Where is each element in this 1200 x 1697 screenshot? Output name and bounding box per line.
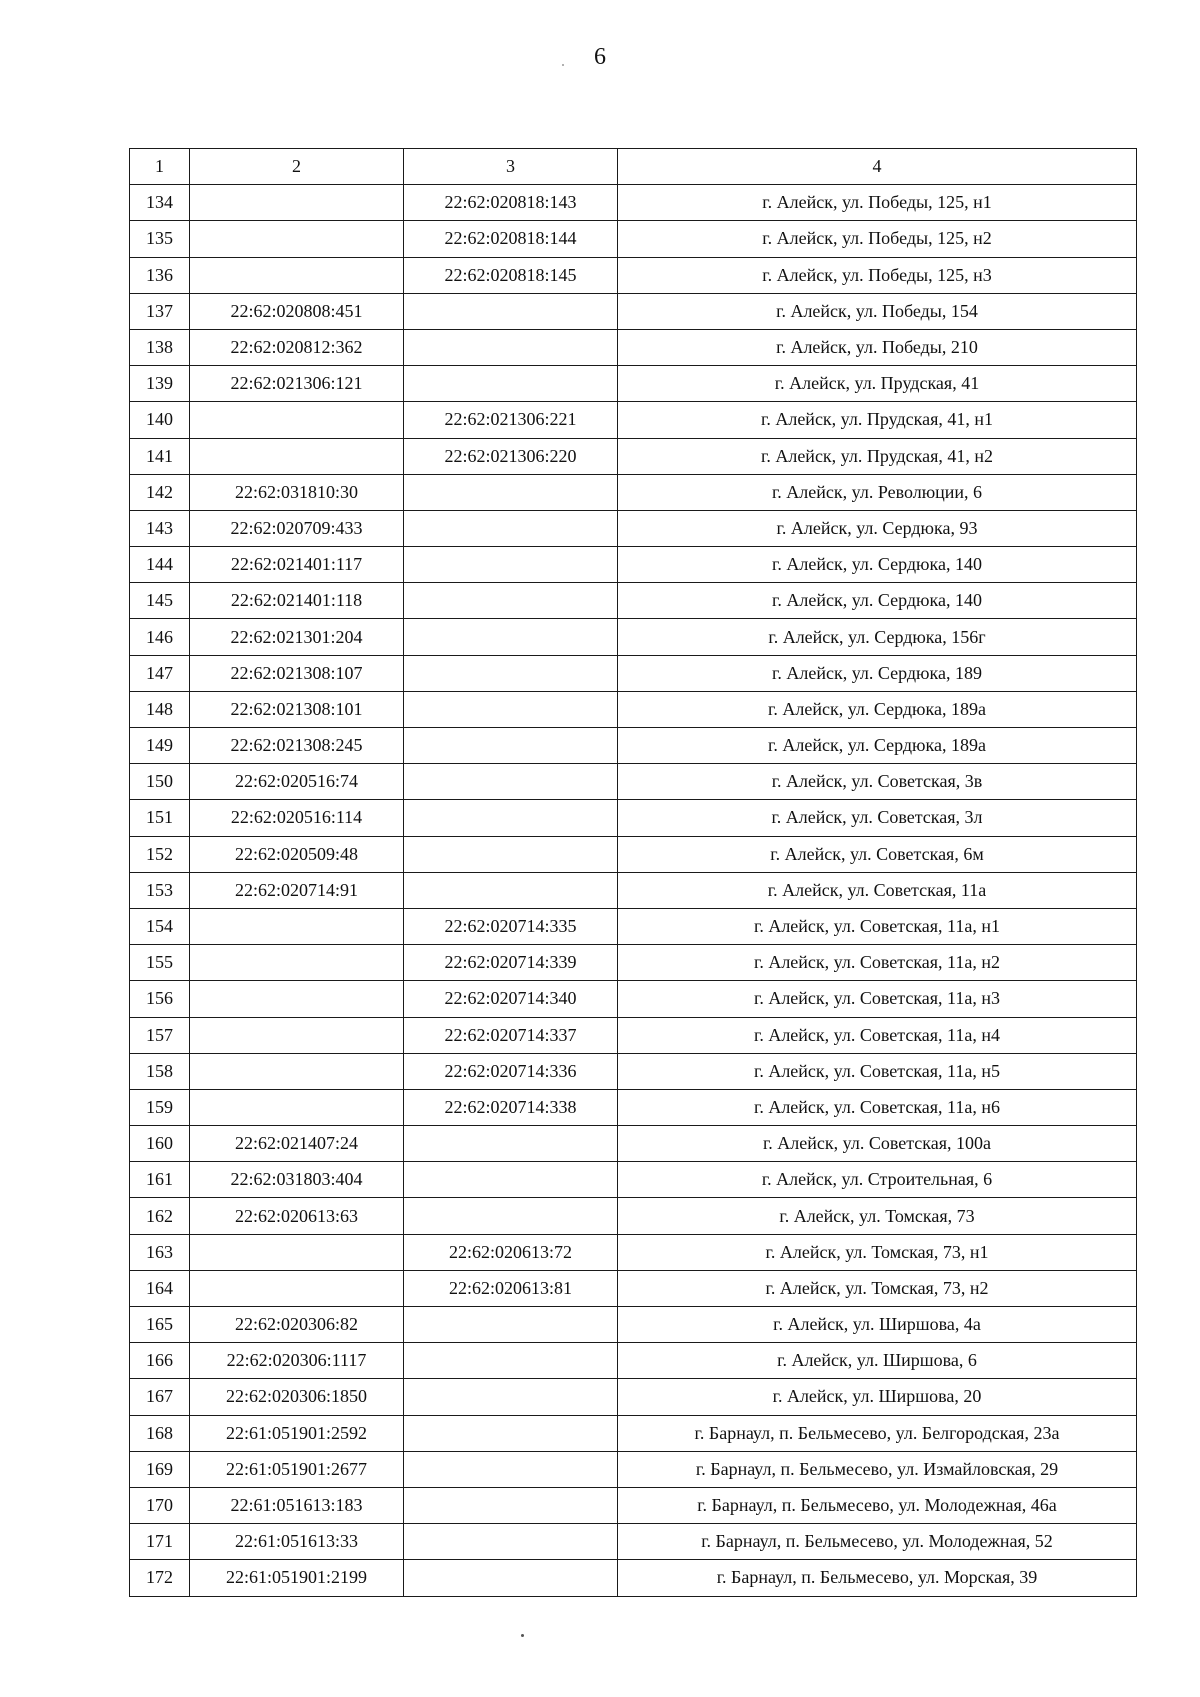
row-number-cell: 162	[130, 1198, 190, 1234]
row-number-cell: 163	[130, 1234, 190, 1270]
row-number-cell: 156	[130, 981, 190, 1017]
table-row	[130, 1126, 1137, 1162]
premises-cadastral-cell	[404, 583, 618, 619]
premises-cadastral-cell: 22:62:020714:337	[404, 1017, 618, 1053]
row-number-cell: 136	[130, 257, 190, 293]
row-number-cell: 150	[130, 764, 190, 800]
cadastral-number-cell: 22:62:021308:101	[190, 691, 404, 727]
cadastral-number-cell	[190, 1089, 404, 1125]
row-number-cell: 137	[130, 293, 190, 329]
row-number-cell: 170	[130, 1487, 190, 1523]
address-cell: г. Алейск, ул. Советская, 11а, н2	[618, 945, 1137, 981]
premises-cadastral-cell	[404, 547, 618, 583]
cadastral-number-cell	[190, 1017, 404, 1053]
cadastral-number-cell: 22:62:020306:82	[190, 1307, 404, 1343]
address-cell: г. Алейск, ул. Сердюка, 140	[618, 547, 1137, 583]
address-cell: г. Алейск, ул. Советская, 11а, н3	[618, 981, 1137, 1017]
table-row	[130, 293, 1137, 329]
premises-cadastral-cell	[404, 1524, 618, 1560]
table-row	[130, 655, 1137, 691]
premises-cadastral-cell	[404, 329, 618, 365]
table-row	[130, 1487, 1137, 1523]
column-header-number: 1	[130, 149, 190, 185]
address-cell: г. Алейск, ул. Советская, 3л	[618, 800, 1137, 836]
table-row	[130, 221, 1137, 257]
row-number-cell: 146	[130, 619, 190, 655]
table-row	[130, 1053, 1137, 1089]
table-row	[130, 945, 1137, 981]
premises-cadastral-cell	[404, 691, 618, 727]
premises-cadastral-cell: 22:62:020714:340	[404, 981, 618, 1017]
table-row	[130, 1017, 1137, 1053]
premises-cadastral-cell: 22:62:020818:145	[404, 257, 618, 293]
row-number-cell: 135	[130, 221, 190, 257]
row-number-cell: 142	[130, 474, 190, 510]
cadastral-number-cell: 22:62:021308:245	[190, 728, 404, 764]
premises-cadastral-cell	[404, 728, 618, 764]
address-cell: г. Алейск, ул. Сердюка, 189а	[618, 691, 1137, 727]
table-row	[130, 366, 1137, 402]
row-number-cell: 148	[130, 691, 190, 727]
row-number-cell: 141	[130, 438, 190, 474]
table-row	[130, 1234, 1137, 1270]
row-number-cell: 139	[130, 366, 190, 402]
cadastral-number-cell: 22:62:031810:30	[190, 474, 404, 510]
table-row	[130, 1343, 1137, 1379]
row-number-cell: 143	[130, 510, 190, 546]
cadastral-number-cell	[190, 402, 404, 438]
row-number-cell: 158	[130, 1053, 190, 1089]
cadastral-number-cell	[190, 1270, 404, 1306]
row-number-cell: 155	[130, 945, 190, 981]
column-header-address: 4	[618, 149, 1137, 185]
address-cell: г. Алейск, ул. Ширшова, 20	[618, 1379, 1137, 1415]
row-number-cell: 159	[130, 1089, 190, 1125]
table-row	[130, 510, 1137, 546]
address-cell: г. Алейск, ул. Томская, 73	[618, 1198, 1137, 1234]
cadastral-number-cell: 22:62:020516:74	[190, 764, 404, 800]
table-row	[130, 474, 1137, 510]
cadastral-number-cell	[190, 908, 404, 944]
row-number-cell: 166	[130, 1343, 190, 1379]
premises-cadastral-cell: 22:62:021306:220	[404, 438, 618, 474]
premises-cadastral-cell	[404, 872, 618, 908]
scan-speck	[562, 64, 564, 66]
row-number-cell: 165	[130, 1307, 190, 1343]
cadastral-number-cell: 22:62:021306:121	[190, 366, 404, 402]
table-row	[130, 1162, 1137, 1198]
address-cell: г. Барнаул, п. Бельмесево, ул. Молодежная, 46а	[618, 1487, 1137, 1523]
row-number-cell: 144	[130, 547, 190, 583]
table-row	[130, 185, 1137, 221]
table-row	[130, 836, 1137, 872]
premises-cadastral-cell	[404, 1198, 618, 1234]
cadastral-number-cell	[190, 1053, 404, 1089]
table-row	[130, 1270, 1137, 1306]
premises-cadastral-cell: 22:62:020714:335	[404, 908, 618, 944]
address-cell: г. Алейск, ул. Советская, 3в	[618, 764, 1137, 800]
address-cell: г. Алейск, ул. Советская, 11а, н6	[618, 1089, 1137, 1125]
premises-cadastral-cell	[404, 1415, 618, 1451]
table-row	[130, 981, 1137, 1017]
cadastral-number-cell: 22:62:020306:1850	[190, 1379, 404, 1415]
address-cell: г. Алейск, ул. Победы, 125, н1	[618, 185, 1137, 221]
address-cell: г. Алейск, ул. Победы, 210	[618, 329, 1137, 365]
premises-cadastral-cell	[404, 655, 618, 691]
address-cell: г. Алейск, ул. Советская, 11а, н5	[618, 1053, 1137, 1089]
premises-cadastral-cell	[404, 1343, 618, 1379]
row-number-cell: 147	[130, 655, 190, 691]
page-number: 6	[594, 44, 606, 70]
table-row	[130, 257, 1137, 293]
address-cell: г. Алейск, ул. Победы, 154	[618, 293, 1137, 329]
table-row	[130, 1415, 1137, 1451]
cadastral-number-cell: 22:61:051613:33	[190, 1524, 404, 1560]
row-number-cell: 164	[130, 1270, 190, 1306]
address-cell: г. Алейск, ул. Томская, 73, н2	[618, 1270, 1137, 1306]
cadastral-number-cell: 22:61:051613:183	[190, 1487, 404, 1523]
cadastral-number-cell: 22:62:020306:1117	[190, 1343, 404, 1379]
row-number-cell: 167	[130, 1379, 190, 1415]
table-row	[130, 619, 1137, 655]
cadastral-number-cell: 22:62:021401:118	[190, 583, 404, 619]
address-cell: г. Алейск, ул. Прудская, 41, н1	[618, 402, 1137, 438]
cadastral-number-cell: 22:62:020808:451	[190, 293, 404, 329]
address-cell: г. Алейск, ул. Сердюка, 189а	[618, 728, 1137, 764]
table-row	[130, 691, 1137, 727]
header-row	[130, 149, 1137, 185]
cadastral-number-cell: 22:62:020516:114	[190, 800, 404, 836]
premises-cadastral-cell	[404, 366, 618, 402]
cadastral-number-cell: 22:62:020812:362	[190, 329, 404, 365]
table-row	[130, 1198, 1137, 1234]
row-number-cell: 160	[130, 1126, 190, 1162]
cadastral-number-cell	[190, 185, 404, 221]
premises-cadastral-cell: 22:62:020818:144	[404, 221, 618, 257]
premises-cadastral-cell: 22:62:020818:143	[404, 185, 618, 221]
cadastral-number-cell	[190, 945, 404, 981]
address-cell: г. Барнаул, п. Бельмесево, ул. Молодежная, 52	[618, 1524, 1137, 1560]
premises-cadastral-cell	[404, 1162, 618, 1198]
cadastral-number-cell: 22:61:051901:2677	[190, 1451, 404, 1487]
address-cell: г. Алейск, ул. Строительная, 6	[618, 1162, 1137, 1198]
column-header-cadastral-land: 2	[190, 149, 404, 185]
row-number-cell: 140	[130, 402, 190, 438]
table-row	[130, 1524, 1137, 1560]
cadastral-number-cell: 22:62:021301:204	[190, 619, 404, 655]
premises-cadastral-cell: 22:62:020714:339	[404, 945, 618, 981]
premises-cadastral-cell: 22:62:020714:338	[404, 1089, 618, 1125]
premises-cadastral-cell	[404, 1560, 618, 1596]
table-row	[130, 764, 1137, 800]
row-number-cell: 151	[130, 800, 190, 836]
premises-cadastral-cell	[404, 293, 618, 329]
row-number-cell: 161	[130, 1162, 190, 1198]
cadastral-number-cell	[190, 438, 404, 474]
cadastral-number-cell: 22:62:021407:24	[190, 1126, 404, 1162]
table-row	[130, 1560, 1137, 1596]
cadastral-number-cell: 22:62:021308:107	[190, 655, 404, 691]
table-row	[130, 329, 1137, 365]
premises-cadastral-cell: 22:62:020714:336	[404, 1053, 618, 1089]
table-row	[130, 908, 1137, 944]
address-cell: г. Алейск, ул. Советская, 6м	[618, 836, 1137, 872]
table-row	[130, 1451, 1137, 1487]
address-cell: г. Алейск, ул. Прудская, 41, н2	[618, 438, 1137, 474]
table-row	[130, 547, 1137, 583]
cadastral-number-cell: 22:62:020714:91	[190, 872, 404, 908]
table-row	[130, 438, 1137, 474]
table-row	[130, 402, 1137, 438]
table-header	[130, 149, 1137, 185]
address-cell: г. Алейск, ул. Сердюка, 189	[618, 655, 1137, 691]
cadastral-number-cell	[190, 1234, 404, 1270]
premises-cadastral-cell: 22:62:020613:72	[404, 1234, 618, 1270]
premises-cadastral-cell: 22:62:020613:81	[404, 1270, 618, 1306]
table-row	[130, 583, 1137, 619]
cadastral-number-cell	[190, 981, 404, 1017]
address-cell: г. Алейск, ул. Советская, 11а	[618, 872, 1137, 908]
address-cell: г. Алейск, ул. Сердюка, 140	[618, 583, 1137, 619]
premises-cadastral-cell	[404, 474, 618, 510]
row-number-cell: 169	[130, 1451, 190, 1487]
cadastral-number-cell: 22:62:020709:433	[190, 510, 404, 546]
row-number-cell: 157	[130, 1017, 190, 1053]
scan-speck	[521, 1634, 524, 1637]
address-cell: г. Алейск, ул. Ширшова, 6	[618, 1343, 1137, 1379]
address-cell: г. Алейск, ул. Сердюка, 93	[618, 510, 1137, 546]
address-cell: г. Алейск, ул. Победы, 125, н3	[618, 257, 1137, 293]
premises-cadastral-cell	[404, 1307, 618, 1343]
premises-cadastral-cell	[404, 1126, 618, 1162]
row-number-cell: 138	[130, 329, 190, 365]
row-number-cell: 154	[130, 908, 190, 944]
table-row	[130, 1379, 1137, 1415]
address-cell: г. Барнаул, п. Бельмесево, ул. Измайловская, 29	[618, 1451, 1137, 1487]
premises-cadastral-cell	[404, 1379, 618, 1415]
row-number-cell: 172	[130, 1560, 190, 1596]
table-row	[130, 728, 1137, 764]
address-cell: г. Алейск, ул. Прудская, 41	[618, 366, 1137, 402]
row-number-cell: 171	[130, 1524, 190, 1560]
address-cell: г. Алейск, ул. Томская, 73, н1	[618, 1234, 1137, 1270]
cadastral-number-cell: 22:61:051901:2199	[190, 1560, 404, 1596]
address-cell: г. Алейск, ул. Советская, 11а, н4	[618, 1017, 1137, 1053]
row-number-cell: 145	[130, 583, 190, 619]
address-cell: г. Алейск, ул. Революции, 6	[618, 474, 1137, 510]
row-number-cell: 149	[130, 728, 190, 764]
premises-cadastral-cell	[404, 800, 618, 836]
premises-cadastral-cell	[404, 1451, 618, 1487]
cadastral-number-cell: 22:62:021401:117	[190, 547, 404, 583]
cadastral-number-cell: 22:61:051901:2592	[190, 1415, 404, 1451]
property-register-table	[129, 148, 1137, 1597]
address-cell: г. Алейск, ул. Советская, 100а	[618, 1126, 1137, 1162]
cadastral-number-cell	[190, 221, 404, 257]
row-number-cell: 134	[130, 185, 190, 221]
address-cell: г. Алейск, ул. Сердюка, 156г	[618, 619, 1137, 655]
row-number-cell: 153	[130, 872, 190, 908]
premises-cadastral-cell: 22:62:021306:221	[404, 402, 618, 438]
address-cell: г. Алейск, ул. Ширшова, 4а	[618, 1307, 1137, 1343]
row-number-cell: 152	[130, 836, 190, 872]
cadastral-number-cell	[190, 257, 404, 293]
table-body	[130, 185, 1137, 1596]
table-row	[130, 800, 1137, 836]
row-number-cell: 168	[130, 1415, 190, 1451]
cadastral-number-cell: 22:62:020613:63	[190, 1198, 404, 1234]
address-cell: г. Барнаул, п. Бельмесево, ул. Морская, 39	[618, 1560, 1137, 1596]
cadastral-number-cell: 22:62:031803:404	[190, 1162, 404, 1198]
cadastral-number-cell: 22:62:020509:48	[190, 836, 404, 872]
premises-cadastral-cell	[404, 1487, 618, 1523]
premises-cadastral-cell	[404, 510, 618, 546]
table-row	[130, 872, 1137, 908]
table-row	[130, 1307, 1137, 1343]
address-cell: г. Барнаул, п. Бельмесево, ул. Белгородская, 23а	[618, 1415, 1137, 1451]
column-header-cadastral-premises: 3	[404, 149, 618, 185]
address-cell: г. Алейск, ул. Победы, 125, н2	[618, 221, 1137, 257]
premises-cadastral-cell	[404, 836, 618, 872]
premises-cadastral-cell	[404, 764, 618, 800]
table-row	[130, 1089, 1137, 1125]
premises-cadastral-cell	[404, 619, 618, 655]
address-cell: г. Алейск, ул. Советская, 11а, н1	[618, 908, 1137, 944]
